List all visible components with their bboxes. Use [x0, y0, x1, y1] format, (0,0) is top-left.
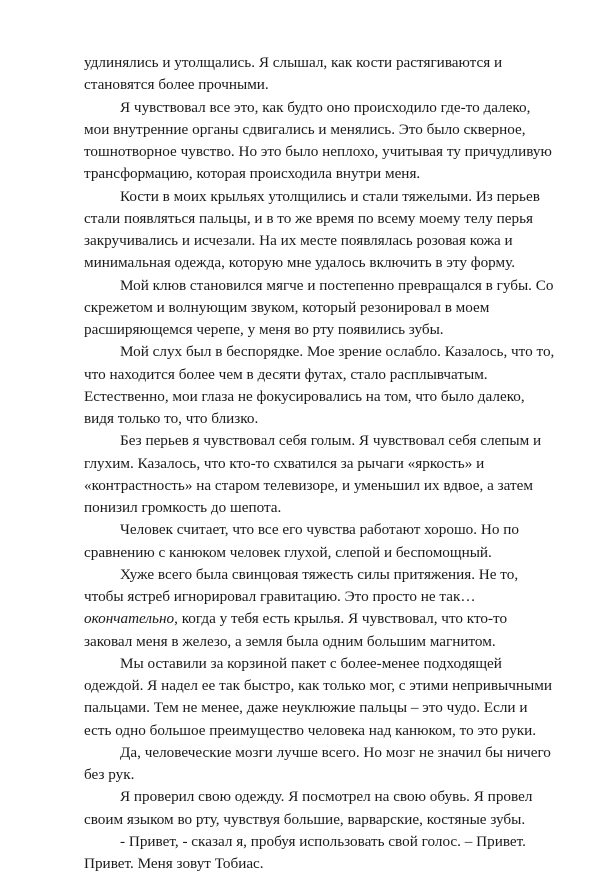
paragraph-8-text-after: , когда у тебя есть крылья. Я чувствовал, что кто-то заковал меня в железо, а земля была одним большим магнитом. — [84, 610, 508, 650]
paragraph-3: Кости в моих крыльях утолщились и стали тяжелыми. Из перьев стали появляться пальцы, и в то же время по всему моему телу перья закручивались и исчезали. На их месте появлялась розовая кожа и минимальная одежда, которую мне удалось включить в эту форму. — [84, 187, 540, 272]
paragraph-9: Мы оставили за корзиной пакет с более-менее подходящей одеждой. Я надел ее так быстро, как только мог, с этими непривычными пальцами. Тем не менее, даже неуклюжие пальцы – это чудо. Если и есть одно большое преимущество человека над канюком, то это руки. — [84, 654, 552, 739]
paragraph-5: Мой слух был в беспорядке. Мое зрение ослабло. Казалось, что то, что находится более чем в десяти футах, стало расплывчатым. Естественно, мои глаза не фокусировались на том, что было далеко, видя только то, что близко. — [84, 343, 555, 427]
paragraph-8 — [84, 564, 558, 653]
paragraph-2: Я чувствовал все это, как будто оно происходило где-то далеко, мои внутренние органы сдвигались и менялись. Это было скверное, тошнотворное чувство. Но это было неплохо, учитывая ту причудливую трансформацию, которая происходила внутри меня. — [84, 98, 552, 183]
paragraph-11: Я проверил свою одежду. Я посмотрел на свою обувь. Я провел своим языком во рту, чувствуя большие, варварские, костяные зубы. — [84, 788, 533, 828]
document-body — [84, 52, 558, 875]
paragraph-1: удлинялись и утолщались. Я слышал, как кости растягиваются и становятся более прочными. — [84, 54, 503, 94]
paragraph-8-emphasis: окончательно — [84, 610, 175, 628]
paragraph-6: Без перьев я чувствовал себя голым. Я чувствовал себя слепым и глухим. Казалось, что кто-то схватился за рычаги «яркость» и «контрастность» на старом телевизоре, и уменьшил их вдвое, а затем понизил громкость до шепота. — [84, 432, 542, 516]
paragraph-7: Человек считает, что все его чувства работают хорошо. Но по сравнению с канюком человек глухой, слепой и беспомощный. — [84, 521, 519, 561]
paragraph-4: Мой клюв становился мягче и постепенно превращался в губы. Со скрежетом и волнующим звуком, который резонировал в моем расширяющемся черепе, у меня во рту появились зубы. — [84, 276, 554, 338]
paragraph-10: Да, человеческие мозги лучше всего. Но мозг не значил бы ничего без рук. — [84, 743, 551, 783]
paragraph-8-text-before: Хуже всего была свинцовая тяжесть силы притяжения. Не то, чтобы ястреб игнорировал гравитацию. Это просто не так… — [84, 565, 519, 605]
paragraph-12: - Привет, - сказал я, пробуя использовать свой голос. – Привет. Привет. Меня зовут Тобиас. — [84, 832, 526, 872]
